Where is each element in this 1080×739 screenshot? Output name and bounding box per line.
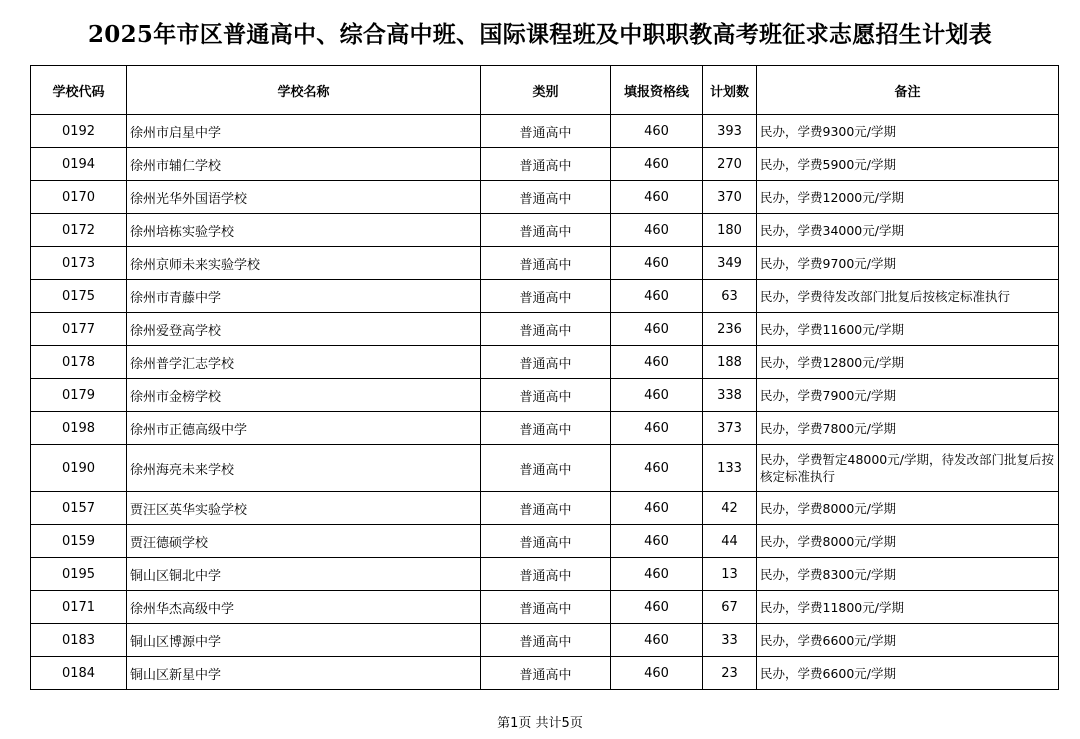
cell-category: 普通高中	[481, 148, 611, 181]
cell-school-code: 0157	[31, 492, 127, 525]
cell-school-code: 0192	[31, 115, 127, 148]
cell-threshold: 460	[611, 379, 703, 412]
cell-plan-count: 23	[703, 657, 757, 690]
cell-threshold: 460	[611, 181, 703, 214]
table-row	[31, 181, 1059, 214]
cell-category: 普通高中	[481, 181, 611, 214]
cell-threshold: 460	[611, 115, 703, 148]
cell-threshold: 460	[611, 280, 703, 313]
cell-threshold: 460	[611, 492, 703, 525]
cell-category: 普通高中	[481, 280, 611, 313]
cell-school-code: 0183	[31, 624, 127, 657]
cell-school-name: 徐州市金榜学校	[127, 379, 481, 412]
cell-category: 普通高中	[481, 558, 611, 591]
page-footer: 第1页 共计5页	[497, 716, 583, 731]
cell-plan-count: 13	[703, 558, 757, 591]
table-row	[31, 280, 1059, 313]
cell-threshold: 460	[611, 148, 703, 181]
table-body	[31, 115, 1059, 690]
cell-threshold: 460	[611, 214, 703, 247]
cell-school-name: 徐州市辅仁学校	[127, 148, 481, 181]
table-row	[31, 412, 1059, 445]
table-row	[31, 214, 1059, 247]
cell-note: 民办，学费6600元/学期	[757, 624, 1059, 657]
cell-threshold: 460	[611, 445, 703, 492]
cell-category: 普通高中	[481, 313, 611, 346]
header-plan-count: 计划数	[703, 66, 757, 115]
cell-school-code: 0190	[31, 445, 127, 492]
table-row	[31, 492, 1059, 525]
cell-note: 民办，学费待发改部门批复后按核定标准执行	[757, 280, 1059, 313]
cell-plan-count: 44	[703, 525, 757, 558]
cell-school-name: 铜山区铜北中学	[127, 558, 481, 591]
cell-threshold: 460	[611, 558, 703, 591]
table-row	[31, 346, 1059, 379]
cell-threshold: 460	[611, 247, 703, 280]
table-row	[31, 525, 1059, 558]
cell-note: 民办，学费9700元/学期	[757, 247, 1059, 280]
cell-note: 民办，学费7900元/学期	[757, 379, 1059, 412]
cell-school-code: 0195	[31, 558, 127, 591]
enrollment-plan-table	[30, 65, 1059, 690]
cell-threshold: 460	[611, 591, 703, 624]
cell-threshold: 460	[611, 525, 703, 558]
header-school-name: 学校名称	[127, 66, 481, 115]
cell-plan-count: 393	[703, 115, 757, 148]
cell-school-name: 贾汪德硕学校	[127, 525, 481, 558]
cell-school-name: 徐州京师未来实验学校	[127, 247, 481, 280]
cell-school-name: 徐州培栋实验学校	[127, 214, 481, 247]
table-row	[31, 657, 1059, 690]
cell-school-name: 铜山区博源中学	[127, 624, 481, 657]
cell-plan-count: 370	[703, 181, 757, 214]
table-row	[31, 558, 1059, 591]
cell-plan-count: 180	[703, 214, 757, 247]
cell-school-name: 铜山区新星中学	[127, 657, 481, 690]
cell-note: 民办，学费12000元/学期	[757, 181, 1059, 214]
cell-school-code: 0194	[31, 148, 127, 181]
table-row	[31, 247, 1059, 280]
cell-school-name: 徐州华杰高级中学	[127, 591, 481, 624]
cell-category: 普通高中	[481, 445, 611, 492]
cell-school-code: 0171	[31, 591, 127, 624]
header-note: 备注	[757, 66, 1059, 115]
cell-school-code: 0170	[31, 181, 127, 214]
cell-category: 普通高中	[481, 412, 611, 445]
table-row	[31, 148, 1059, 181]
cell-category: 普通高中	[481, 247, 611, 280]
cell-school-code: 0179	[31, 379, 127, 412]
page-title: 2025年市区普通高中、综合高中班、国际课程班及中职职教高考班征求志愿招生计划表	[87, 21, 992, 48]
cell-category: 普通高中	[481, 214, 611, 247]
header-row	[31, 66, 1059, 115]
cell-school-name: 徐州爱登高学校	[127, 313, 481, 346]
cell-school-code: 0159	[31, 525, 127, 558]
cell-school-name: 徐州普学汇志学校	[127, 346, 481, 379]
cell-threshold: 460	[611, 412, 703, 445]
cell-school-name: 徐州市青藤中学	[127, 280, 481, 313]
cell-school-code: 0172	[31, 214, 127, 247]
table-header	[31, 66, 1059, 115]
cell-category: 普通高中	[481, 379, 611, 412]
cell-category: 普通高中	[481, 624, 611, 657]
cell-school-code: 0175	[31, 280, 127, 313]
cell-school-code: 0178	[31, 346, 127, 379]
cell-plan-count: 338	[703, 379, 757, 412]
table-row	[31, 445, 1059, 492]
cell-note: 民办，学费11800元/学期	[757, 591, 1059, 624]
cell-note: 民办，学费34000元/学期	[757, 214, 1059, 247]
table-row	[31, 379, 1059, 412]
cell-threshold: 460	[611, 657, 703, 690]
cell-note: 民办，学费8000元/学期	[757, 492, 1059, 525]
cell-plan-count: 67	[703, 591, 757, 624]
table-row	[31, 115, 1059, 148]
cell-note: 民办，学费暂定48000元/学期，待发改部门批复后按核定标准执行	[757, 445, 1059, 492]
table-row	[31, 624, 1059, 657]
cell-note: 民办，学费6600元/学期	[757, 657, 1059, 690]
cell-plan-count: 236	[703, 313, 757, 346]
cell-plan-count: 63	[703, 280, 757, 313]
cell-plan-count: 33	[703, 624, 757, 657]
cell-school-name: 贾汪区英华实验学校	[127, 492, 481, 525]
header-school-code: 学校代码	[31, 66, 127, 115]
cell-note: 民办，学费11600元/学期	[757, 313, 1059, 346]
cell-threshold: 460	[611, 624, 703, 657]
cell-school-name: 徐州海亮未来学校	[127, 445, 481, 492]
table-row	[31, 591, 1059, 624]
cell-threshold: 460	[611, 346, 703, 379]
header-category: 类别	[481, 66, 611, 115]
cell-category: 普通高中	[481, 591, 611, 624]
cell-school-code: 0184	[31, 657, 127, 690]
cell-category: 普通高中	[481, 492, 611, 525]
cell-note: 民办，学费9300元/学期	[757, 115, 1059, 148]
cell-note: 民办，学费8000元/学期	[757, 525, 1059, 558]
cell-threshold: 460	[611, 313, 703, 346]
cell-school-name: 徐州光华外国语学校	[127, 181, 481, 214]
cell-school-code: 0173	[31, 247, 127, 280]
cell-category: 普通高中	[481, 346, 611, 379]
cell-note: 民办，学费7800元/学期	[757, 412, 1059, 445]
cell-school-code: 0198	[31, 412, 127, 445]
cell-plan-count: 349	[703, 247, 757, 280]
cell-plan-count: 270	[703, 148, 757, 181]
cell-plan-count: 188	[703, 346, 757, 379]
cell-note: 民办，学费8300元/学期	[757, 558, 1059, 591]
cell-school-name: 徐州市正德高级中学	[127, 412, 481, 445]
header-threshold: 填报资格线	[611, 66, 703, 115]
table-row	[31, 313, 1059, 346]
cell-plan-count: 373	[703, 412, 757, 445]
cell-note: 民办，学费12800元/学期	[757, 346, 1059, 379]
cell-school-code: 0177	[31, 313, 127, 346]
cell-category: 普通高中	[481, 657, 611, 690]
cell-note: 民办，学费5900元/学期	[757, 148, 1059, 181]
cell-school-name: 徐州市启星中学	[127, 115, 481, 148]
cell-category: 普通高中	[481, 525, 611, 558]
cell-plan-count: 42	[703, 492, 757, 525]
cell-plan-count: 133	[703, 445, 757, 492]
cell-category: 普通高中	[481, 115, 611, 148]
